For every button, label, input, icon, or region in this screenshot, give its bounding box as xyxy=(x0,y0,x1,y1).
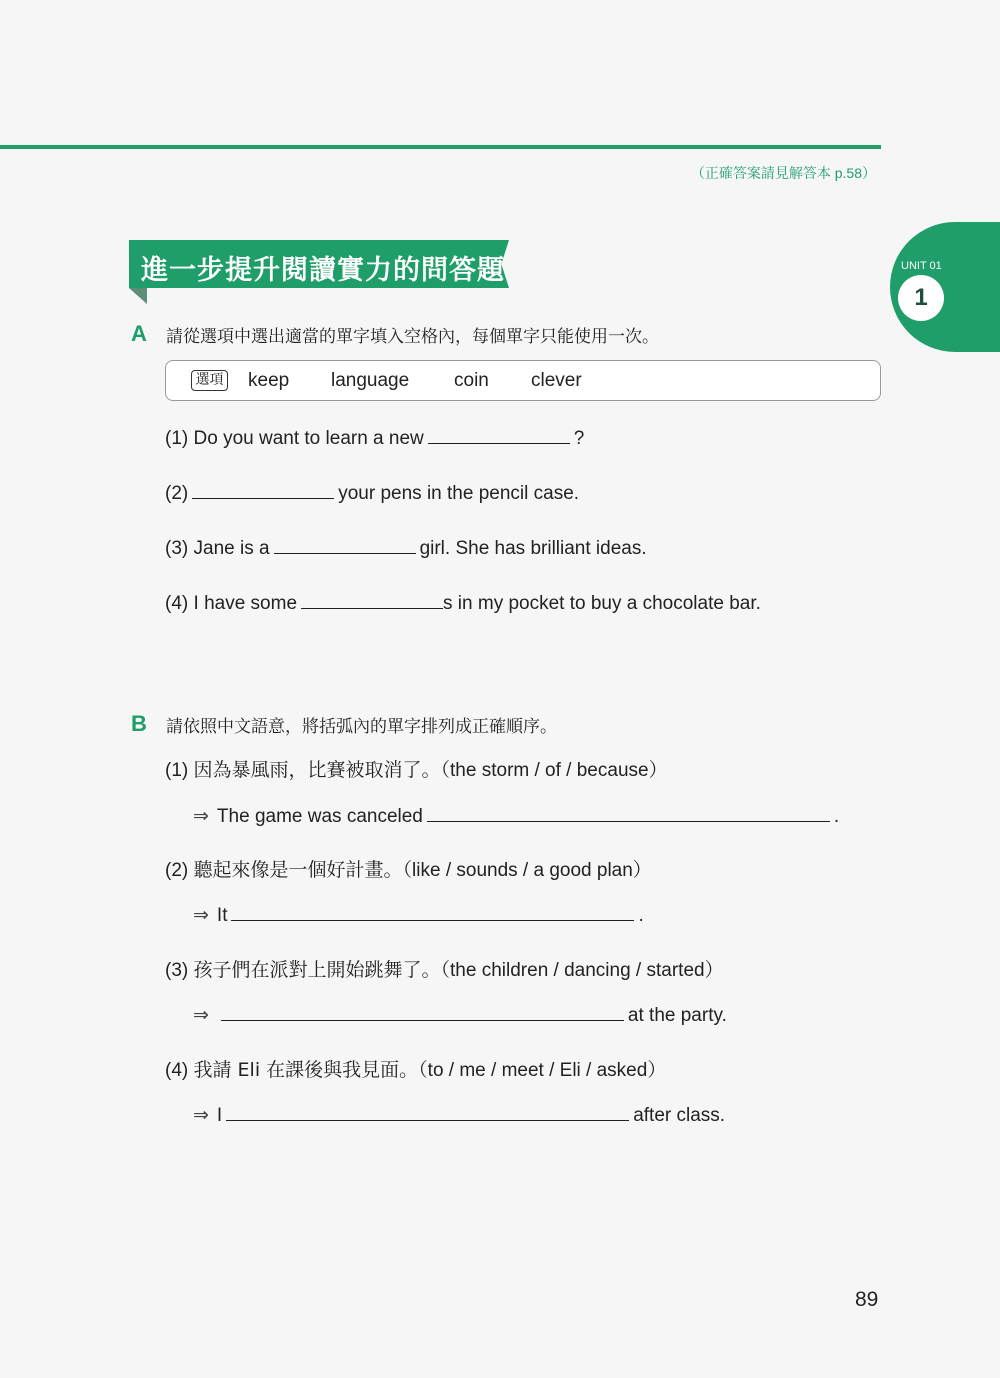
section-a-letter: A xyxy=(131,321,147,346)
section-b-letter: B xyxy=(131,711,147,736)
title-banner-fold xyxy=(129,288,147,304)
question-b1 xyxy=(165,758,668,783)
answer-suffix: . xyxy=(638,905,644,926)
answer-line-b4 xyxy=(193,1103,725,1128)
question-chinese: 因為暴風雨，比賽被取消了。 xyxy=(193,759,441,781)
answer-blank[interactable] xyxy=(428,426,570,444)
question-number: (2) xyxy=(165,860,189,881)
question-chinese: 我請 Eli 在課後與我見面。 xyxy=(193,1059,419,1081)
answer-prefix: I xyxy=(216,1105,223,1126)
answer-blank[interactable] xyxy=(226,1103,629,1121)
option-word: keep xyxy=(248,370,290,391)
question-text: ? xyxy=(573,428,585,449)
unit-label: UNIT 01 xyxy=(901,260,942,272)
question-b4 xyxy=(165,1058,666,1083)
answer-suffix: after class. xyxy=(633,1105,726,1126)
question-number: (2) xyxy=(165,483,189,504)
question-number: (4) xyxy=(165,593,189,614)
page-number: 89 xyxy=(855,1288,879,1311)
question-number: (1) xyxy=(165,760,189,781)
question-a1 xyxy=(165,426,584,451)
answer-blank[interactable] xyxy=(221,1003,624,1021)
section-a-instruction: 請從選項中選出適當的單字填入空格內，每個單字只能使用一次。 xyxy=(166,327,659,347)
word-bank: （the storm / of / because） xyxy=(440,760,668,781)
arrow-icon: ⇒ xyxy=(193,1105,209,1126)
page-title: 進一步提升閱讀實力的問答題 xyxy=(141,255,505,286)
unit-tab xyxy=(890,222,1000,352)
question-chinese: 聽起來像是一個好計畫。 xyxy=(193,859,403,881)
option-word: coin xyxy=(454,370,489,391)
answer-line-b3 xyxy=(193,1003,727,1028)
question-number: (4) xyxy=(165,1060,189,1081)
question-text: I have some xyxy=(193,593,298,614)
question-number: (1) xyxy=(165,428,189,449)
question-text: your pens in the pencil case. xyxy=(338,483,580,504)
answer-blank[interactable] xyxy=(301,591,443,609)
question-a4 xyxy=(165,591,761,616)
question-b2 xyxy=(165,858,652,883)
word-bank: （the children / dancing / started） xyxy=(440,960,724,981)
question-chinese: 孩子們在派對上開始跳舞了。 xyxy=(193,959,441,981)
answer-line-b2 xyxy=(193,903,644,928)
answer-blank[interactable] xyxy=(274,536,416,554)
option-word: clever xyxy=(531,370,582,391)
word-bank: （like / sounds / a good plan） xyxy=(402,860,652,881)
question-a3 xyxy=(165,536,647,561)
answer-reference-note: （正確答案請見解答本 p.58） xyxy=(690,165,876,181)
question-number: (3) xyxy=(165,960,189,981)
answer-blank[interactable] xyxy=(427,804,830,822)
answer-suffix: . xyxy=(833,806,840,827)
options-tag: 選項 xyxy=(191,370,228,391)
question-a2 xyxy=(165,481,579,506)
option-word: language xyxy=(331,370,410,391)
options-box xyxy=(165,360,881,401)
arrow-icon: ⇒ xyxy=(193,1005,209,1026)
answer-prefix: The game was canceled xyxy=(216,806,423,827)
top-rule xyxy=(0,145,881,149)
question-number: (3) xyxy=(165,538,189,559)
answer-blank[interactable] xyxy=(192,481,334,499)
answer-suffix: at the party. xyxy=(627,1005,727,1026)
answer-prefix: It xyxy=(216,905,228,926)
arrow-icon: ⇒ xyxy=(193,905,209,926)
question-text: Jane is a xyxy=(193,538,270,559)
question-text: girl. She has brilliant ideas. xyxy=(419,538,647,559)
unit-number-badge: 1 xyxy=(898,275,944,321)
question-b3 xyxy=(165,958,724,983)
answer-line-b1 xyxy=(193,804,839,829)
question-text: Do you want to learn a new xyxy=(193,428,424,449)
question-text: s in my pocket to buy a chocolate bar. xyxy=(443,593,761,614)
arrow-icon: ⇒ xyxy=(193,806,209,827)
answer-blank[interactable] xyxy=(231,903,634,921)
word-bank: （to / me / meet / Eli / asked） xyxy=(418,1060,667,1081)
section-b-instruction: 請依照中文語意，將括弧內的單字排列成正確順序。 xyxy=(166,717,557,737)
